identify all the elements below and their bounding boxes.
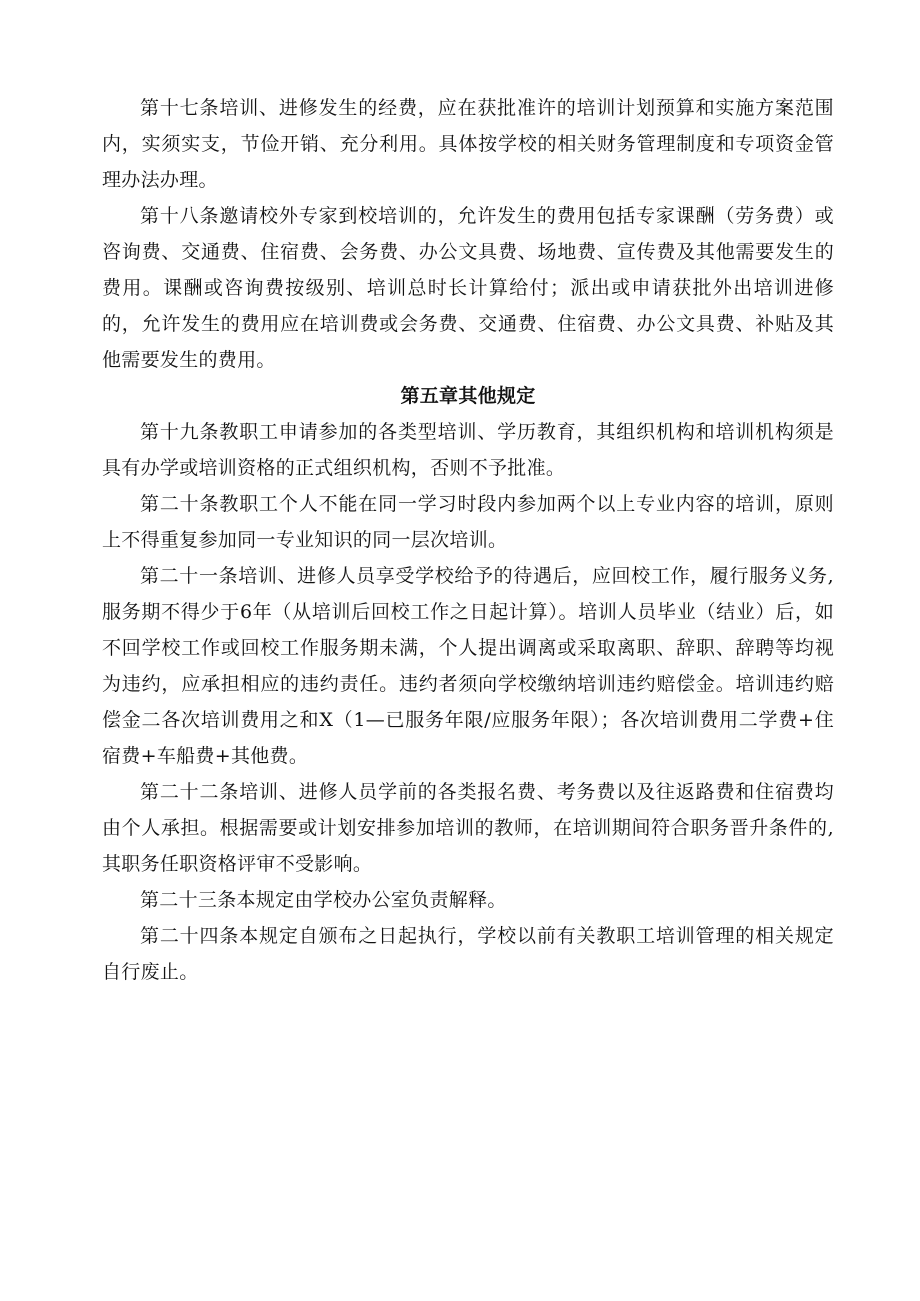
article-22-paragraph: 第二十二条培训、进修人员学前的各类报名费、考务费以及往返路费和住宿费均由个人承担。根据需要或计划安排参加培训的教师，在培训期间符合职务晋升条件的,其职务任职资格评审不受影响。 (102, 781, 834, 875)
article-17-paragraph: 第十七条培训、进修发生的经费，应在获批准许的培训计划预算和实施方案范围内，实须实支，节俭开销、充分利用。具体按学校的相关财务管理制度和专项资金管理办法办理。 (102, 97, 834, 191)
article-21-paragraph: 第二十一条培训、进修人员享受学校给予的待遇后，应回校工作，履行服务义务,服务期不得少于6年（从培训后回校工作之日起计算）。培训人员毕业（结业）后，如不回学校工作或回校工作服务期未满，个人提出调离或采取离职、辞职、辞聘等均视为违约，应承担相应的违约责任。违约者须向学校缴纳培训违约赔偿金。培训违约赔偿金二各次培训费用之和X（1—已服务年限/应服务年限）；各次培训费用二学费+住宿费+车船费+其他费。 (102, 565, 834, 767)
article-23-paragraph: 第二十三条本规定由学校办公室负责解释。 (140, 889, 507, 911)
chapter-five-title: 第五章其他规定 (400, 385, 536, 407)
article-19-paragraph: 第十九条教职工申请参加的各类型培训、学历教育，其组织机构和培训机构须是具有办学或培训资格的正式组织机构，否则不予批准。 (102, 421, 834, 479)
article-24-paragraph: 第二十四条本规定自颁布之日起执行，学校以前有关教职工培训管理的相关规定自行废止。 (102, 925, 834, 983)
document-body (102, 90, 834, 990)
article-18-paragraph: 第十八条邀请校外专家到校培训的，允许发生的费用包括专家课酬（劳务费）或咨询费、交通费、住宿费、会务费、办公文具费、场地费、宣传费及其他需要发生的费用。课酬或咨询费按级别、培训总时长计算给付；派出或申请获批外出培训进修的，允许发生的费用应在培训费或会务费、交通费、住宿费、办公文具费、补贴及其他需要发生的费用。 (102, 205, 834, 371)
article-20-paragraph: 第二十条教职工个人不能在同一学习时段内参加两个以上专业内容的培训，原则上不得重复参加同一专业知识的同一层次培训。 (102, 493, 834, 551)
